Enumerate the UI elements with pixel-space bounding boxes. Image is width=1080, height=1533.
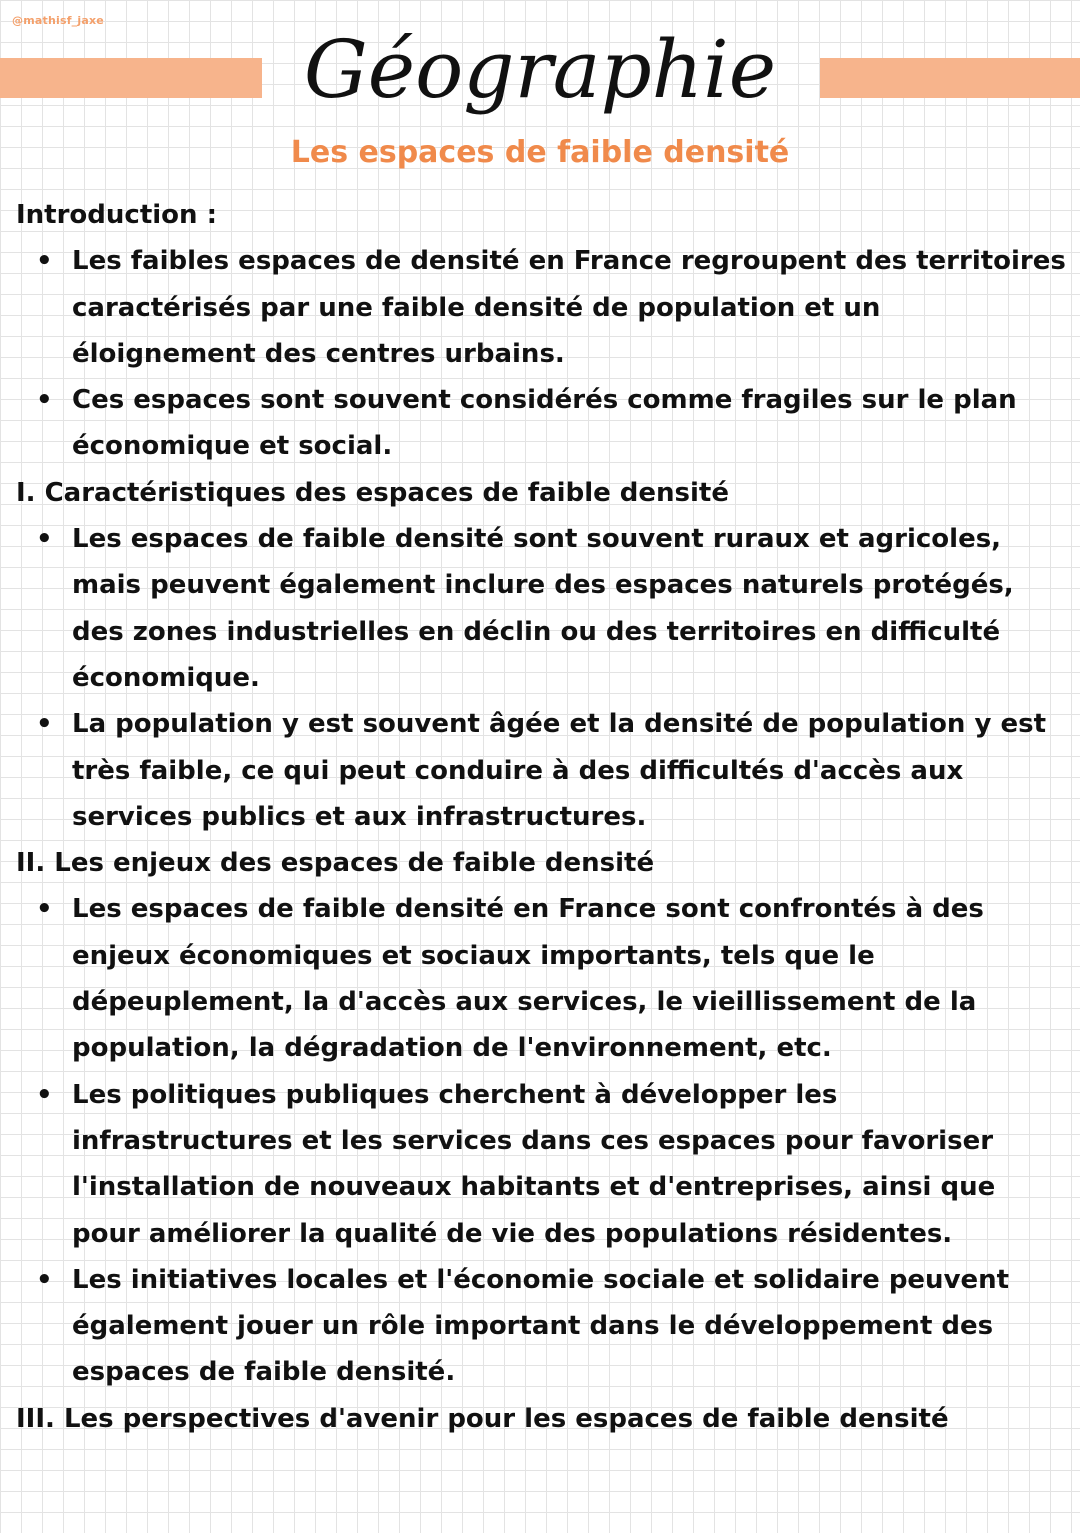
bullet-item: • Les espaces de faible densité en France sont confrontés à des enjeux économiques et sociaux importants, tels que le dépeuplement, la d'accès aux services, le vieillissement de la population, la dégradation de l'environnement, etc. xyxy=(16,886,1066,1071)
section-heading: II. Les enjeux des espaces de faible densité xyxy=(16,848,655,879)
bullet-list xyxy=(16,886,1066,1395)
section-heading: Introduction : xyxy=(16,200,217,230)
bullet-item: • Les espaces de faible densité sont souvent ruraux et agricoles, mais peuvent également inclure des espaces naturels protégés, des zones industrielles en déclin ou des territoires en difficulté économique. xyxy=(16,516,1066,701)
page-subtitle: Les espaces de faible densité xyxy=(290,135,790,170)
bullet-item: • La population y est souvent âgée et la densité de population y est très faible, ce qui peut conduire à des difficultés d'accès aux services publics et aux infrastructures. xyxy=(16,701,1066,840)
bullet-item: • Les politiques publiques cherchent à développer les infrastructures et les services dans ces espaces pour favoriser l'installation de nouveaux habitants et d'entreprises, ainsi que pour améliorer la qualité de vie des populations résidentes. xyxy=(16,1072,1066,1257)
bullet-item: • Les faibles espaces de densité en France regroupent des territoires caractérisés par une faible densité de population et un éloignement des centres urbains. xyxy=(16,238,1066,377)
bullet-list xyxy=(16,516,1066,840)
section-heading: III. Les perspectives d'avenir pour les espaces de faible densité xyxy=(16,1403,949,1434)
document-body xyxy=(16,192,1066,1442)
page-title: Géographie xyxy=(303,23,777,116)
section-introduction xyxy=(16,192,1066,470)
section-perspectives xyxy=(16,1396,1066,1442)
author-watermark: @mathisf_jaxe xyxy=(12,14,104,27)
bullet-list xyxy=(16,238,1066,469)
section-issues xyxy=(16,840,1066,1396)
bullet-item: • Les initiatives locales et l'économie sociale et solidaire peuvent également jouer un rôle important dans le développement des espaces de faible densité. xyxy=(16,1257,1066,1396)
bullet-item: • Ces espaces sont souvent considérés comme fragiles sur le plan économique et social. xyxy=(16,377,1066,470)
section-characteristics xyxy=(16,470,1066,840)
section-heading: I. Caractéristiques des espaces de faible densité xyxy=(16,477,729,508)
